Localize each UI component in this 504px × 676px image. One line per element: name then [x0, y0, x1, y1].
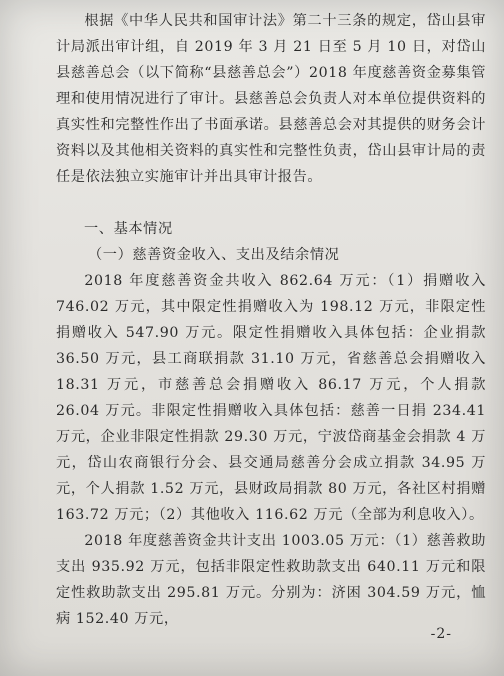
- income-paragraph: 2018 年度慈善资金共收入 862.64 万元：（1）捐赠收入 746.02 万元，其中限定性捐赠收入为 198.12 万元，非限定性捐赠收入 547.90 万元。限定性捐赠收入具体包括：企业捐款 36.50 万元，县工商联捐款 31.10 万元，省慈善总会捐赠收入 18.31 万元，市慈善总会捐赠收入 86.17 万元，个人捐款 26.04 万元。非限定性捐赠收入具体包括：慈善一日捐 234.41 万元，企业非限定性捐款 29.30 万元，宁波岱商基金会捐款 4 万元，岱山农商银行分会、县交通局慈善分会成立捐款 34.95 万元，个人捐款 1.52 万元，县财政局捐款 80 万元，各社区村捐赠 163.72 万元；（2）其他收入 116.62 万元（全部为利息收入）。: [56, 273, 486, 523]
- subsection-heading-funds: （一）慈善资金收入、支出及结余情况: [88, 247, 340, 263]
- intro-paragraph: 根据《中华人民共和国审计法》第二十三条的规定，岱山县审计局派出审计组，自 2019 年 3 月 21 日至 5 月 10 日，对岱山县慈善总会（以下简称“县慈善总会”）2018 年度慈善资金募集管理和使用情况进行了审计。县慈善总会负责人对本单位提供资料的真实性和完整性作出了书面承诺。县慈善总会对其提供的财务会计资料以及其他相关资料的真实性和完整性负责，岱山县审计局的责任是依法独立实施审计并出具审计报告。: [56, 13, 486, 185]
- page-number: -2-: [430, 626, 452, 642]
- section-heading-basic-info: 一、基本情况: [84, 221, 173, 237]
- expense-paragraph: 2018 年度慈善资金共计支出 1003.05 万元：（1）慈善救助支出 935.92 万元，包括非限定性救助款支出 640.11 万元和限定性救助款支出 295.81 万元。分别为：济困 304.59 万元，恤病 152.40 万元，: [56, 533, 486, 627]
